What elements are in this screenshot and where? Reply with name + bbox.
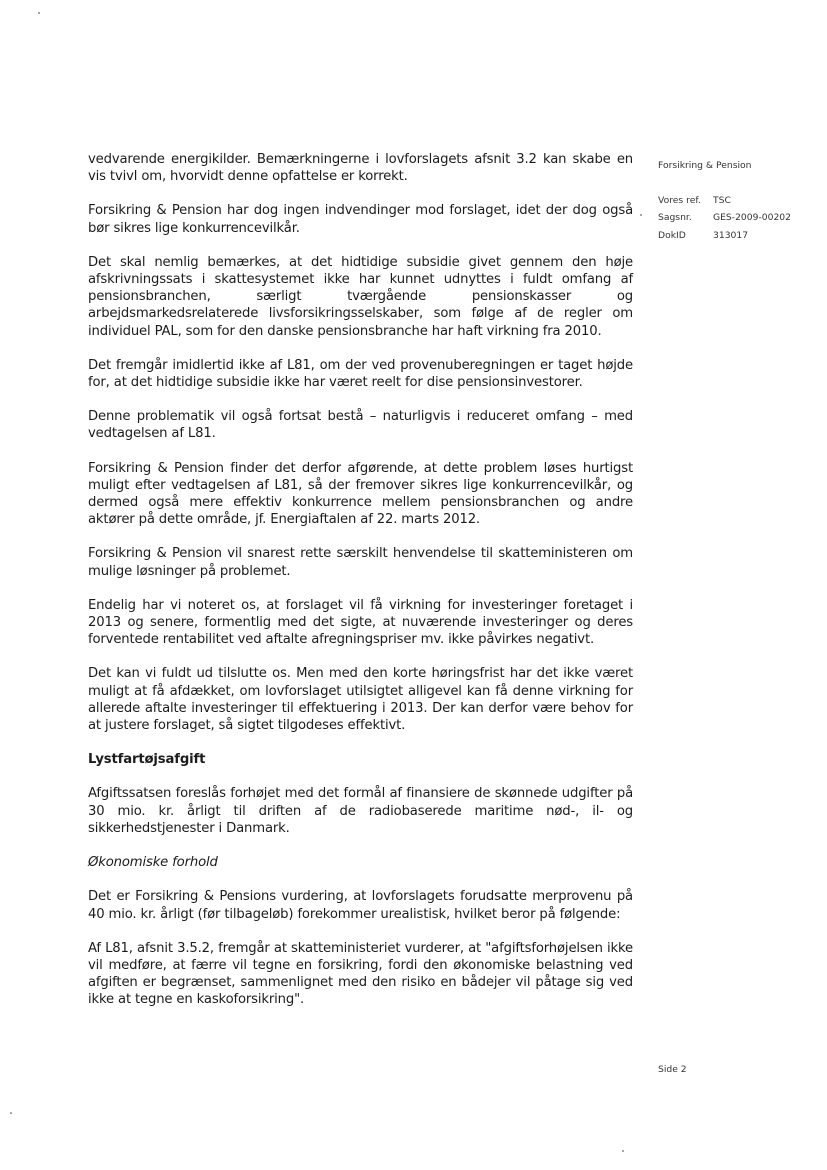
paragraph: Forsikring & Pension vil snarest rette særskilt henvendelse til skatteministeren om mulige løsninger på problemet.	[88, 546, 633, 579]
paragraph: Det fremgår imidlertid ikke af L81, om der ved provenuberegningen er taget højde for, at det hidtidige subsidie ikke har været reelt for dise pensionsinvestorer.	[88, 357, 633, 391]
meta-value: GES-2009-00202	[713, 212, 791, 223]
paragraph: Det er Forsikring & Pensions vurdering, at lovforslagets forudsatte merprovenu på 40 mio. kr. årligt (før tilbageløb) forekommer urealistisk, hvilket beror på følgende:	[88, 889, 633, 922]
meta-row-reference	[658, 192, 818, 210]
paragraph: Afgiftssatsen foreslås forhøjet med det formål af finansiere de skønnede udgifter på 30 mio. kr. årligt til driften af de radiobaserede maritime nød-, il- og sikkerhedstjenester i Danmark.	[88, 786, 633, 836]
scan-speck	[10, 1112, 12, 1114]
paragraph: Forsikring & Pension finder det derfor afgørende, at dette problem løses hurtigst muligt efter vedtagelsen af L81, så der fremover sikres lige konkurrencevilkår, og dermed også mere effektiv konkurrence mellem pensionsbranchen og andre aktører på dette område, jf. Energiaftalen af 22. marts 2012.	[88, 460, 633, 528]
reference-sidebar	[658, 157, 818, 244]
scan-speck	[640, 214, 642, 216]
subsection-heading: Økonomiske forhold	[88, 855, 218, 871]
paragraph: Det skal nemlig bemærkes, at det hidtidige subsidie givet gennem den høje afskrivningssats i skattesystemet ikke har kunnet udnyttes i fuldt omfang af pensionsbranchen, særligt tværgående pensionskasser og arbejdsmarkedsrelaterede livsforsikringsselskaber, som følge af de regler om individuel PAL, som for den danske pensionsbranche har haft virkning fra 2010.	[88, 254, 633, 339]
scan-speck	[622, 1150, 624, 1152]
meta-key: DokID	[658, 229, 686, 241]
letter-body	[88, 151, 633, 1009]
paragraph: Forsikring & Pension har dog ingen indvendinger mod forslaget, idet der dog også bør sikres lige konkurrencevilkår.	[88, 203, 633, 236]
meta-key: Sagsnr.	[658, 212, 692, 223]
paragraph: Endelig har vi noteret os, at forslaget vil få virkning for investeringer foretaget i 2013 og senere, formentlig med det sigte, at nuværende investeringer og deres forventede rentabilitet ved aftalte afregningspriser mv. ikke påvirkes negativt.	[88, 597, 633, 648]
organization-name: Forsikring & Pension	[658, 160, 752, 171]
paragraph: vedvarende energikilder. Bemærkningerne i lovforslagets afsnit 3.2 kan skabe en vis tvivl om, hvorvidt denne opfattelse er korrekt.	[88, 152, 633, 185]
paragraph: Denne problematik vil også fortsat bestå – naturligvis i reduceret omfang – med vedtagelsen af L81.	[88, 409, 633, 442]
section-heading: Lystfartøjsafgift	[88, 752, 206, 768]
paragraph: Det kan vi fuldt ud tilslutte os. Men med den korte høringsfrist har det ikke været muligt at få afdækket, om lovforslaget utilsigtet alligevel kan få denne virkning for allerede aftalte investeringer til effektuering i 2013. Der kan derfor være behov for at justere forslaget, så sigtet tilgodeses effektivt.	[88, 666, 633, 734]
meta-key: Vores ref.	[658, 194, 701, 206]
meta-row-doc-id	[658, 227, 818, 245]
meta-value: TSC	[713, 194, 731, 206]
page-number: Side 2	[658, 1064, 687, 1075]
paragraph: Af L81, afsnit 3.5.2, fremgår at skatteministeriet vurderer, at "afgiftsforhøjelsen ikke vil medføre, at færre vil tegne en forsikring, fordi den økonomiske belastning ved afgiften er begrænset, sammenlignet med den risiko en bådejer vil påtage sig ved ikke at tegne en kaskoforsikring".	[88, 940, 633, 1008]
scan-speck	[38, 12, 40, 14]
meta-value: 313017	[713, 229, 749, 241]
meta-row-case-number	[658, 209, 818, 227]
